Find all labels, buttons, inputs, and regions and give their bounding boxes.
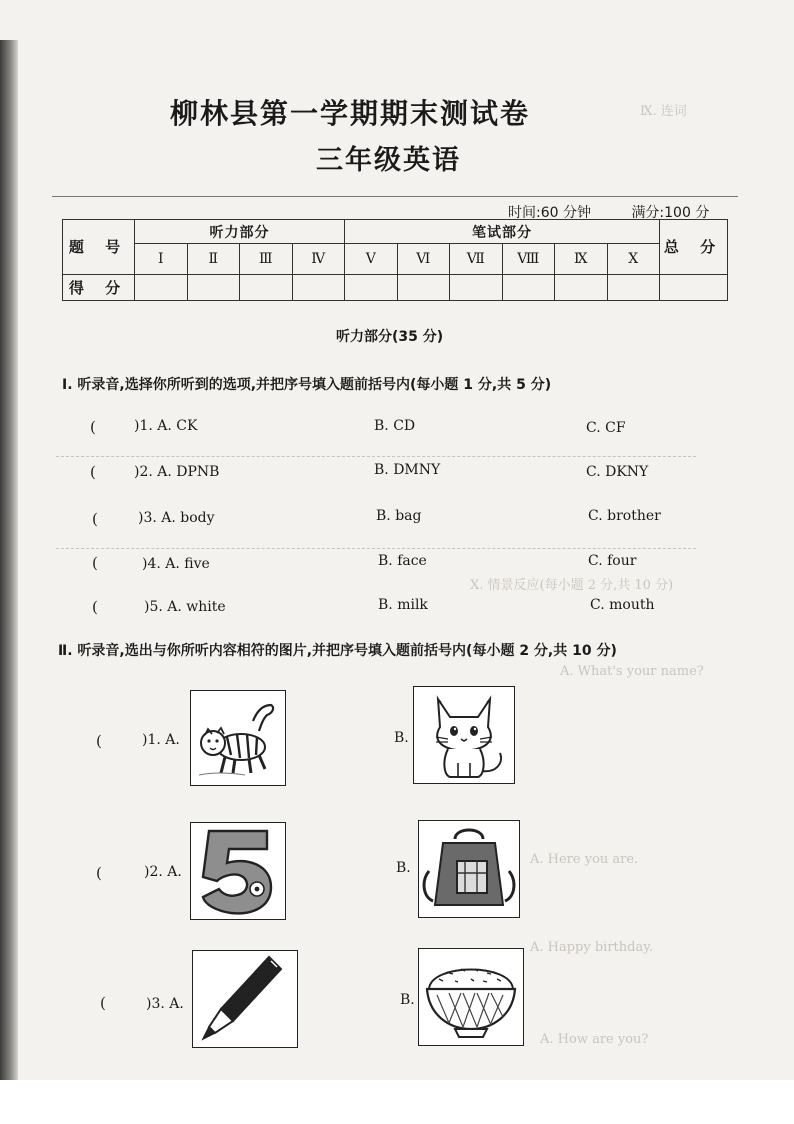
time-label: 时间:60 分钟 [508,205,591,221]
answer-bracket[interactable]: ( [96,732,102,750]
picture-option-a-label: )1. A. [142,732,180,748]
question-option-b: B. bag [376,508,422,524]
rice-bowl-picture [418,948,524,1046]
total-header: 总 分 [660,220,728,275]
score-cell[interactable] [607,274,660,300]
total-score-cell[interactable] [660,274,728,300]
tiger-picture [190,690,286,786]
header-rule [52,196,738,197]
pen-picture [192,950,298,1048]
question-option-b: B. face [378,553,427,569]
schoolbag-picture [418,820,520,918]
picture-option-b-label: B. [400,992,415,1008]
question-option-b: B. milk [378,597,428,613]
bleed-through-text: A. Happy birthday. [530,940,653,955]
picture-option-b-label: B. [396,860,411,876]
picture-option-a-label: )2. A. [144,864,182,880]
score-cell[interactable] [345,274,398,300]
separator [56,548,696,549]
answer-bracket[interactable]: ( [92,598,98,616]
question-number-header: 题 号 [63,220,135,275]
writing-group-header: 笔试部分 [345,220,660,244]
score-cell[interactable] [135,274,188,300]
question-option-c: C. CF [586,420,626,436]
answer-bracket[interactable]: ( [100,994,106,1012]
question-option-a: )3. A. body [138,510,215,526]
answer-bracket[interactable]: ( [96,864,102,882]
question-option-b: B. CD [374,418,416,434]
tiger-icon [191,691,285,785]
bleed-through-text: X. 情景反应(每小题 2 分,共 10 分) [470,578,674,593]
score-cell[interactable] [450,274,503,300]
picture-option-a-label: )3. A. [146,996,184,1012]
bleed-through-text: Ⅸ. 连词 [640,104,687,119]
column-header: Ⅵ [397,244,450,274]
column-header: Ⅸ [555,244,608,274]
column-header: Ⅷ [502,244,555,274]
bleed-through-text: A. Here you are. [530,852,639,867]
column-header: Ⅶ [450,244,503,274]
pen-icon [193,951,297,1047]
score-cell[interactable] [555,274,608,300]
question-option-a: )1. A. CK [134,418,198,434]
section-2-heading: Ⅱ. 听录音,选出与你所听内容相符的图片,并把序号填入题前括号内(每小题 2 分,共 10 分) [58,643,617,659]
separator [56,456,696,457]
answer-bracket[interactable]: ( [92,510,98,528]
score-cell[interactable] [240,274,293,300]
column-header: Ⅰ [135,244,188,274]
column-header: Ⅳ [292,244,345,274]
score-cell[interactable] [502,274,555,300]
question-option-c: C. DKNY [586,464,649,480]
number-five-icon [191,823,285,919]
schoolbag-icon [419,821,519,917]
score-cell[interactable] [292,274,345,300]
answer-bracket[interactable]: ( [92,554,98,572]
cat-picture [413,686,515,784]
answer-bracket[interactable]: ( [90,463,96,481]
question-option-c: C. four [588,553,637,569]
column-header: Ⅴ [345,244,398,274]
number-five-picture [190,822,286,920]
full-score-label: 满分:100 分 [631,205,710,221]
column-header: Ⅹ [607,244,660,274]
column-header: Ⅱ [187,244,240,274]
cat-icon [414,687,514,783]
score-cell[interactable] [187,274,240,300]
listening-group-header: 听力部分 [135,220,345,244]
section-1-heading: Ⅰ. 听录音,选择你所听到的选项,并把序号填入题前括号内(每小题 1 分,共 5 分) [62,377,552,393]
picture-option-b-label: B. [394,730,409,746]
listening-part-title: 听力部分(35 分) [336,329,444,345]
rice-bowl-icon [419,949,523,1045]
scan-margin [0,1080,794,1124]
score-table [62,219,728,301]
question-option-a: )5. A. white [144,599,226,615]
bleed-through-text: A. How are you? [540,1032,649,1047]
question-option-a: )4. A. five [142,556,210,572]
question-option-c: C. mouth [590,597,655,613]
exam-title: 柳林县第一学期期末测试卷 [170,97,531,130]
binding-shadow [0,40,18,1080]
bleed-through-text: A. What's your name? [560,664,704,679]
question-option-c: C. brother [588,508,661,524]
score-row-header: 得 分 [63,274,135,300]
question-option-b: B. DMNY [374,462,441,478]
question-option-a: )2. A. DPNB [134,464,220,480]
exam-subtitle: 三年级英语 [316,145,461,176]
score-cell[interactable] [397,274,450,300]
answer-bracket[interactable]: ( [90,418,96,436]
column-header: Ⅲ [240,244,293,274]
